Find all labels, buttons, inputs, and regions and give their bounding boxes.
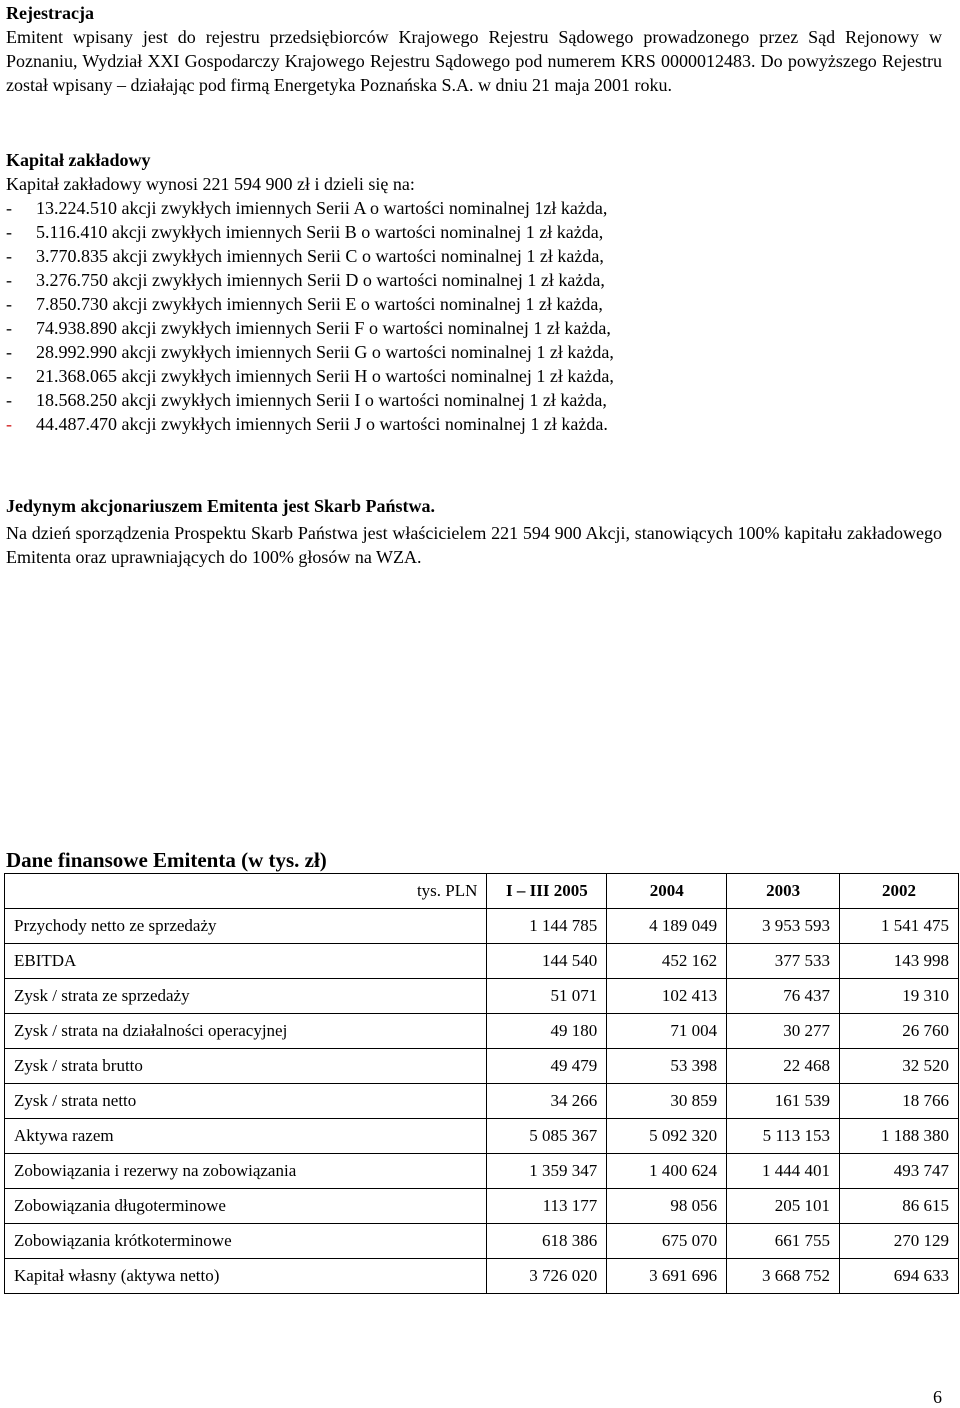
value-cell: 102 413 bbox=[607, 979, 727, 1014]
table-row bbox=[5, 1084, 959, 1119]
share-series-item bbox=[6, 316, 611, 340]
value-cell: 161 539 bbox=[727, 1084, 840, 1119]
shareholder-heading: Jedynym akcjonariuszem Emitenta jest Skarb Państwa. bbox=[6, 496, 435, 516]
column-header: 2004 bbox=[607, 874, 727, 909]
value-cell: 4 189 049 bbox=[607, 909, 727, 944]
capital-intro: Kapitał zakładowy wynosi 221 594 900 zł i dzieli się na: bbox=[6, 174, 415, 194]
table-header-row bbox=[5, 874, 959, 909]
value-cell: 76 437 bbox=[727, 979, 840, 1014]
row-label: Zysk / strata ze sprzedaży bbox=[5, 979, 487, 1014]
share-series-item bbox=[6, 388, 607, 412]
share-series-item bbox=[6, 364, 614, 388]
registration-heading: Rejestracja bbox=[6, 3, 94, 23]
share-series-text: 5.116.410 akcji zwykłych imiennych Serii B o wartości nominalnej 1 zł każda, bbox=[36, 222, 604, 242]
share-series-item bbox=[6, 244, 604, 268]
row-label: Zysk / strata na działalności operacyjnej bbox=[5, 1014, 487, 1049]
table-row bbox=[5, 1119, 959, 1154]
shareholder-paragraph: Na dzień sporządzenia Prospektu Skarb Państwa jest właścicielem 221 594 900 Akcji, stanowiących 100% kapitału zakładowego Emitenta oraz uprawniających do 100% głosów na WZA. bbox=[6, 523, 942, 567]
value-cell: 270 129 bbox=[840, 1224, 959, 1259]
list-dash: - bbox=[6, 294, 12, 314]
row-label: Aktywa razem bbox=[5, 1119, 487, 1154]
table-row bbox=[5, 1014, 959, 1049]
column-header: I – III 2005 bbox=[487, 874, 607, 909]
share-series-text: 13.224.510 akcji zwykłych imiennych Serii A o wartości nominalnej 1zł każda, bbox=[36, 198, 608, 218]
share-series-text: 7.850.730 akcji zwykłych imiennych Serii E o wartości nominalnej 1 zł każda, bbox=[36, 294, 603, 314]
value-cell: 5 113 153 bbox=[727, 1119, 840, 1154]
value-cell: 1 444 401 bbox=[727, 1154, 840, 1189]
value-cell: 49 479 bbox=[487, 1049, 607, 1084]
value-cell: 32 520 bbox=[840, 1049, 959, 1084]
list-dash: - bbox=[6, 414, 12, 434]
value-cell: 493 747 bbox=[840, 1154, 959, 1189]
value-cell: 1 541 475 bbox=[840, 909, 959, 944]
value-cell: 3 691 696 bbox=[607, 1259, 727, 1294]
table-row bbox=[5, 944, 959, 979]
value-cell: 71 004 bbox=[607, 1014, 727, 1049]
share-series-item bbox=[6, 292, 603, 316]
table-row bbox=[5, 979, 959, 1014]
value-cell: 19 310 bbox=[840, 979, 959, 1014]
share-series-item bbox=[6, 220, 603, 244]
table-row bbox=[5, 1154, 959, 1189]
value-cell: 5 085 367 bbox=[487, 1119, 607, 1154]
list-dash: - bbox=[6, 198, 12, 218]
value-cell: 675 070 bbox=[607, 1224, 727, 1259]
row-label: EBITDA bbox=[5, 944, 487, 979]
share-series-text: 3.770.835 akcji zwykłych imiennych Serii C o wartości nominalnej 1 zł każda, bbox=[36, 246, 604, 266]
column-header: 2003 bbox=[727, 874, 840, 909]
share-series-text: 18.568.250 akcji zwykłych imiennych Serii I o wartości nominalnej 1 zł każda, bbox=[36, 390, 607, 410]
value-cell: 618 386 bbox=[487, 1224, 607, 1259]
table-row bbox=[5, 1224, 959, 1259]
column-header: 2002 bbox=[840, 874, 959, 909]
financial-data-table bbox=[4, 873, 959, 1294]
row-label: Zysk / strata brutto bbox=[5, 1049, 487, 1084]
list-dash: - bbox=[6, 366, 12, 386]
share-series-text: 74.938.890 akcji zwykłych imiennych Serii F o wartości nominalnej 1 zł każda, bbox=[36, 318, 611, 338]
value-cell: 205 101 bbox=[727, 1189, 840, 1224]
value-cell: 30 859 bbox=[607, 1084, 727, 1119]
value-cell: 1 359 347 bbox=[487, 1154, 607, 1189]
capital-heading: Kapitał zakładowy bbox=[6, 150, 151, 170]
value-cell: 3 668 752 bbox=[727, 1259, 840, 1294]
value-cell: 113 177 bbox=[487, 1189, 607, 1224]
row-label: Zobowiązania krótkoterminowe bbox=[5, 1224, 487, 1259]
header-blank-cell bbox=[5, 874, 390, 909]
list-dash: - bbox=[6, 318, 12, 338]
share-series-text: 3.276.750 akcji zwykłych imiennych Serii D o wartości nominalnej 1 zł każda, bbox=[36, 270, 605, 290]
table-row bbox=[5, 909, 959, 944]
registration-paragraph: Emitent wpisany jest do rejestru przedsiębiorców Krajowego Rejestru Sądowego prowadzonego przez Sąd Rejonowy w Poznaniu, Wydział XXI Gospodarczy Krajowego Rejestru Sądowego pod numerem KRS 0000012483. Do powyższego Rejestru został wpisany – działając pod firmą Energetyka Poznańska S.A. w dniu 21 maja 2001 roku. bbox=[6, 27, 942, 95]
value-cell: 143 998 bbox=[840, 944, 959, 979]
share-series-item bbox=[6, 412, 608, 436]
value-cell: 3 726 020 bbox=[487, 1259, 607, 1294]
value-cell: 661 755 bbox=[727, 1224, 840, 1259]
value-cell: 144 540 bbox=[487, 944, 607, 979]
value-cell: 3 953 593 bbox=[727, 909, 840, 944]
row-label: Kapitał własny (aktywa netto) bbox=[5, 1259, 487, 1294]
list-dash: - bbox=[6, 222, 12, 242]
value-cell: 51 071 bbox=[487, 979, 607, 1014]
list-dash: - bbox=[6, 270, 12, 290]
value-cell: 1 400 624 bbox=[607, 1154, 727, 1189]
value-cell: 53 398 bbox=[607, 1049, 727, 1084]
share-series-item bbox=[6, 268, 605, 292]
value-cell: 694 633 bbox=[840, 1259, 959, 1294]
value-cell: 49 180 bbox=[487, 1014, 607, 1049]
financials-heading: Dane finansowe Emitenta (w tys. zł) bbox=[6, 848, 327, 872]
value-cell: 98 056 bbox=[607, 1189, 727, 1224]
list-dash: - bbox=[6, 390, 12, 410]
table-row bbox=[5, 1259, 959, 1294]
row-label: Zysk / strata netto bbox=[5, 1084, 487, 1119]
table-row bbox=[5, 1189, 959, 1224]
table-row bbox=[5, 1049, 959, 1084]
page-number: 6 bbox=[933, 1387, 942, 1407]
value-cell: 34 266 bbox=[487, 1084, 607, 1119]
list-dash: - bbox=[6, 342, 12, 362]
row-label: Zobowiązania długoterminowe bbox=[5, 1189, 487, 1224]
share-series-item bbox=[6, 196, 607, 220]
unit-header: tys. PLN bbox=[390, 874, 487, 909]
value-cell: 1 144 785 bbox=[487, 909, 607, 944]
value-cell: 5 092 320 bbox=[607, 1119, 727, 1154]
share-series-text: 21.368.065 akcji zwykłych imiennych Serii H o wartości nominalnej 1 zł każda, bbox=[36, 366, 614, 386]
value-cell: 22 468 bbox=[727, 1049, 840, 1084]
value-cell: 18 766 bbox=[840, 1084, 959, 1119]
value-cell: 86 615 bbox=[840, 1189, 959, 1224]
share-series-text: 28.992.990 akcji zwykłych imiennych Serii G o wartości nominalnej 1 zł każda, bbox=[36, 342, 614, 362]
value-cell: 26 760 bbox=[840, 1014, 959, 1049]
value-cell: 377 533 bbox=[727, 944, 840, 979]
value-cell: 30 277 bbox=[727, 1014, 840, 1049]
row-label: Przychody netto ze sprzedaży bbox=[5, 909, 487, 944]
share-series-item bbox=[6, 340, 614, 364]
value-cell: 1 188 380 bbox=[840, 1119, 959, 1154]
value-cell: 452 162 bbox=[607, 944, 727, 979]
row-label: Zobowiązania i rezerwy na zobowiązania bbox=[5, 1154, 487, 1189]
list-dash: - bbox=[6, 246, 12, 266]
share-series-text: 44.487.470 akcji zwykłych imiennych Serii J o wartości nominalnej 1 zł każda. bbox=[36, 414, 608, 434]
